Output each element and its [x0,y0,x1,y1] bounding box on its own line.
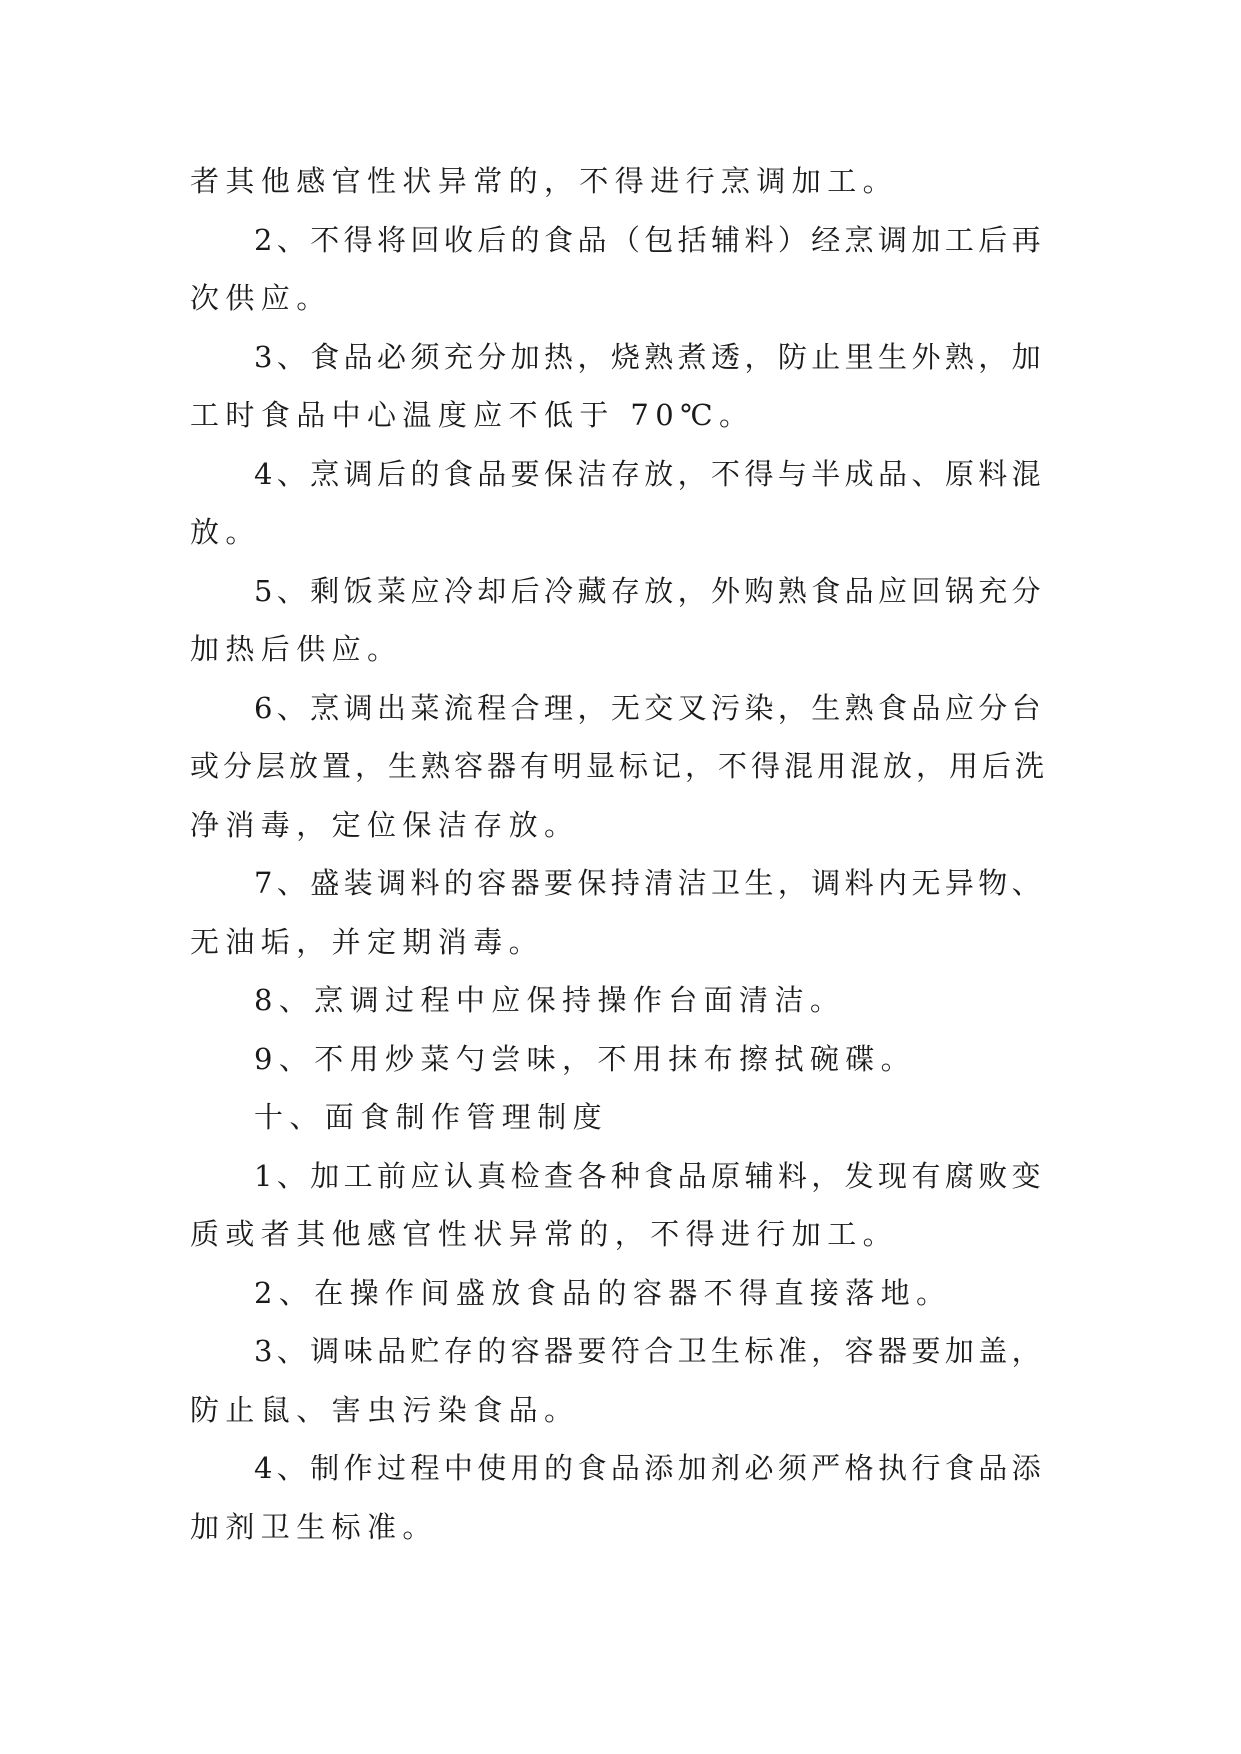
text-line: 1、加工前应认真检查各种食品原辅料，发现有腐败变 [254,1158,1046,1193]
text-line: 无油垢，并定期消毒。 [190,924,545,959]
text-line: 防止鼠、害虫污染食品。 [190,1392,580,1427]
text-line: 2、在操作间盛放食品的容器不得直接落地。 [254,1275,952,1310]
text-line: 4、烹调后的食品要保洁存放，不得与半成品、原料混 [254,456,1046,491]
text-line: 加热后供应。 [190,632,403,666]
text-line: 2、不得将回收后的食品（包括辅料）经烹调加工后再 [254,222,1046,257]
text-line: 4、制作过程中使用的食品添加剂必须严格执行食品添 [254,1451,1046,1485]
text-line: 者其他感官性状异常的，不得进行烹调加工。 [190,164,899,198]
section-heading: 十、面食制作管理制度 [254,1100,609,1134]
text-line: 9、不用炒菜勺尝味，不用抹布擦拭碗碟。 [254,1041,917,1076]
text-line: 工时食品中心温度应不低于 70℃。 [190,398,755,432]
text-line: 次供应。 [190,281,332,315]
text-line: 8、烹调过程中应保持操作台面清洁。 [254,983,846,1017]
text-line: 质或者其他感官性状异常的，不得进行加工。 [190,1217,899,1251]
text-line: 3、食品必须充分加热，烧熟煮透，防止里生外熟，加 [254,339,1046,374]
text-line: 5、剩饭菜应冷却后冷藏存放，外购熟食品应回锅充分 [254,573,1046,608]
text-line: 或分层放置，生熟容器有明显标记，不得混用混放，用后洗 [190,749,1049,783]
document-body [190,152,1050,1556]
text-line: 净消毒，定位保洁存放。 [190,807,580,842]
text-line: 加剂卫生标准。 [190,1509,438,1544]
text-line: 7、盛装调料的容器要保持清洁卫生，调料内无异物、 [254,866,1046,900]
text-line: 放。 [190,515,261,549]
text-line: 6、烹调出菜流程合理，无交叉污染，生熟食品应分台 [254,690,1046,725]
text-line: 3、调味品贮存的容器要符合卫生标准，容器要加盖， [254,1334,1046,1368]
